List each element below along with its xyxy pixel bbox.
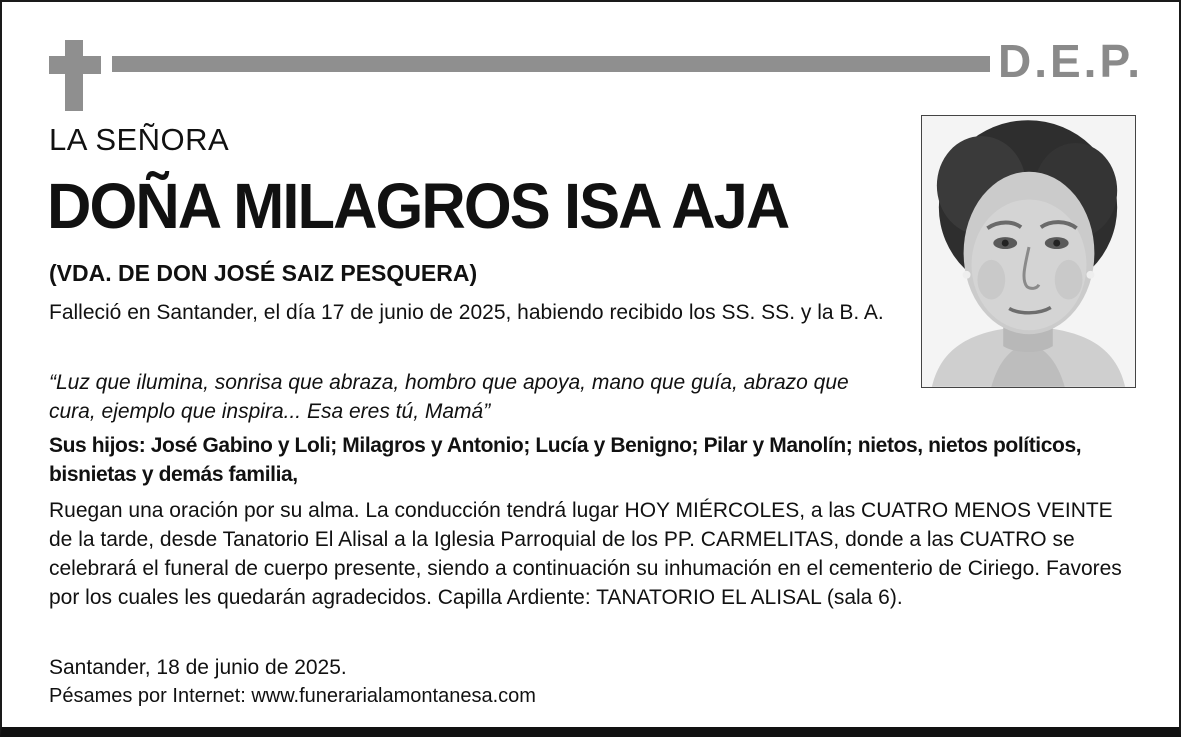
dep-label: D.E.P.	[998, 35, 1143, 87]
header-rule	[112, 56, 990, 72]
service-details: Ruegan una oración por su alma. La conducción tendrá lugar HOY MIÉRCOLES, a las CUATRO MENOS VEINTE de la tarde, desde Tanatorio El Alisal a la Iglesia Parroquial de los PP. CARMELITAS, donde a las CUATRO se celebrará el funeral de cuerpo presente, siendo a continuación su inhumación en el cementerio de Ciriego. Favores por los cuales les quedarán agradecidos. Capilla Ardiente: TANATORIO EL ALISAL (sala 6).	[49, 499, 1122, 609]
memorial-quote: “Luz que ilumina, sonrisa que abraza, hombro que apoya, mano que guía, abrazo que cura, ejemplo que inspira... Esa eres tú, Mamá”	[49, 371, 849, 423]
death-announcement: Falleció en Santander, el día 17 de junio de 2025, habiendo recibido los SS. SS. y la B. A.	[49, 301, 884, 324]
family-list: Sus hijos: José Gabino y Loli; Milagros y Antonio; Lucía y Benigno; Pilar y Manolín; nietos, nietos políticos, bisnietas y demás familia,	[49, 434, 1082, 486]
place-date: Santander, 18 de junio de 2025.	[49, 656, 347, 679]
deceased-name: DOÑA MILAGROS ISA AJA	[47, 170, 789, 242]
portrait-photo	[921, 115, 1136, 388]
portrait-image	[922, 116, 1135, 387]
cross-icon	[49, 40, 101, 111]
title-prefix: LA SEÑORA	[49, 122, 230, 157]
condolences-link: Pésames por Internet: www.funerarialamontanesa.com	[49, 685, 536, 707]
widow-of: (VDA. DE DON JOSÉ SAIZ PESQUERA)	[49, 260, 478, 286]
